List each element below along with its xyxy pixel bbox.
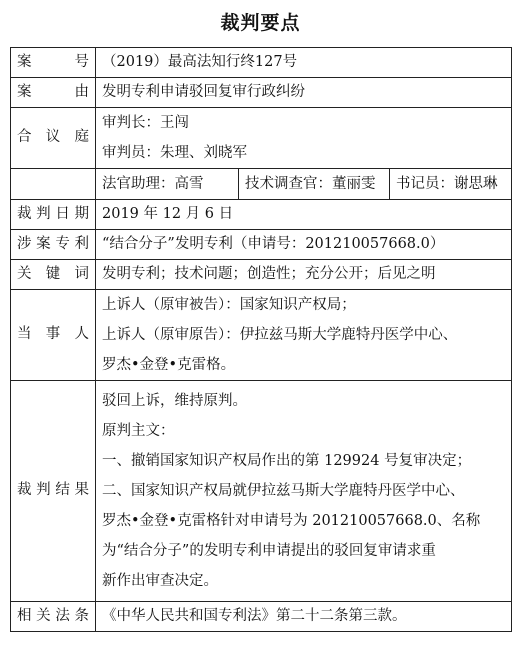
law-row: [11, 602, 512, 632]
panel-row: [11, 108, 512, 169]
result-line: 二、国家知识产权局就伊拉兹马斯大学鹿特丹医学中心、: [102, 483, 465, 499]
cause-row: [11, 78, 512, 108]
result-line: 一、撤销国家知识产权局作出的第 129924 号复审决定；: [102, 453, 472, 469]
party-line: 上诉人（原审原告）：伊拉兹马斯大学鹿特丹医学中心、: [102, 327, 458, 343]
law-label: 相关法条: [11, 602, 96, 632]
date-label: 裁判日期: [11, 200, 96, 230]
result-label: 裁判结果: [11, 381, 96, 602]
date-value: 2019 年 12 月 6 日: [96, 200, 512, 230]
result-line: 驳回上诉，维持原判。: [102, 393, 247, 409]
keywords-label: 关 键 词: [11, 260, 96, 290]
case-number-row: [11, 48, 512, 78]
panel-members: [96, 108, 512, 169]
staff-label: [11, 169, 96, 200]
date-row: [11, 200, 512, 230]
law-value: 《中华人民共和国专利法》第二十二条第三款。: [96, 602, 512, 632]
parties-label: 当 事 人: [11, 290, 96, 381]
party-line: 罗杰•金登•克雷格。: [102, 357, 236, 373]
panel-label: 合 议 庭: [11, 108, 96, 169]
result-row: [11, 381, 512, 602]
result-line: 罗杰•金登•克雷格针对申请号为 201210057668.0、名称: [102, 513, 481, 529]
result-line: 新作出审查决定。: [102, 573, 218, 589]
page-title: 裁判要点: [220, 12, 301, 34]
staff-row: [11, 169, 512, 200]
keywords-value: 发明专利；技术问题；创造性；充分公开；后见之明: [96, 260, 512, 290]
tech-investigator: 技术调查官：董丽雯: [238, 169, 389, 199]
keywords-row: [11, 260, 512, 290]
result-line: 原判主文：: [102, 423, 175, 439]
parties-row: [11, 290, 512, 381]
court-clerk: 书记员：谢思琳: [389, 169, 511, 199]
judge-assistant: 法官助理：高雪: [102, 176, 204, 192]
patent-label: 涉案专利: [11, 230, 96, 260]
presiding-judge: 审判长：王闯: [102, 115, 189, 131]
case-number-label: 案 号: [11, 48, 96, 78]
cause-value: 发明专利申请驳回复审行政纠纷: [96, 78, 512, 108]
case-number-value: （2019）最高法知行终127号: [96, 48, 512, 78]
result-value: [96, 381, 512, 602]
case-info-table: [10, 47, 512, 632]
patent-value: “结合分子”发明专利（申请号：201210057668.0）: [96, 230, 512, 260]
patent-row: [11, 230, 512, 260]
cause-label: 案 由: [11, 78, 96, 108]
result-line: 为“结合分子”的发明专利申请提出的驳回复审请求重: [102, 543, 436, 559]
parties-value: [96, 290, 512, 381]
judges: 审判员：朱理、刘晓军: [102, 145, 247, 161]
party-line: 上诉人（原审被告）：国家知识产权局；: [102, 297, 356, 313]
staff-cells: [96, 169, 512, 200]
